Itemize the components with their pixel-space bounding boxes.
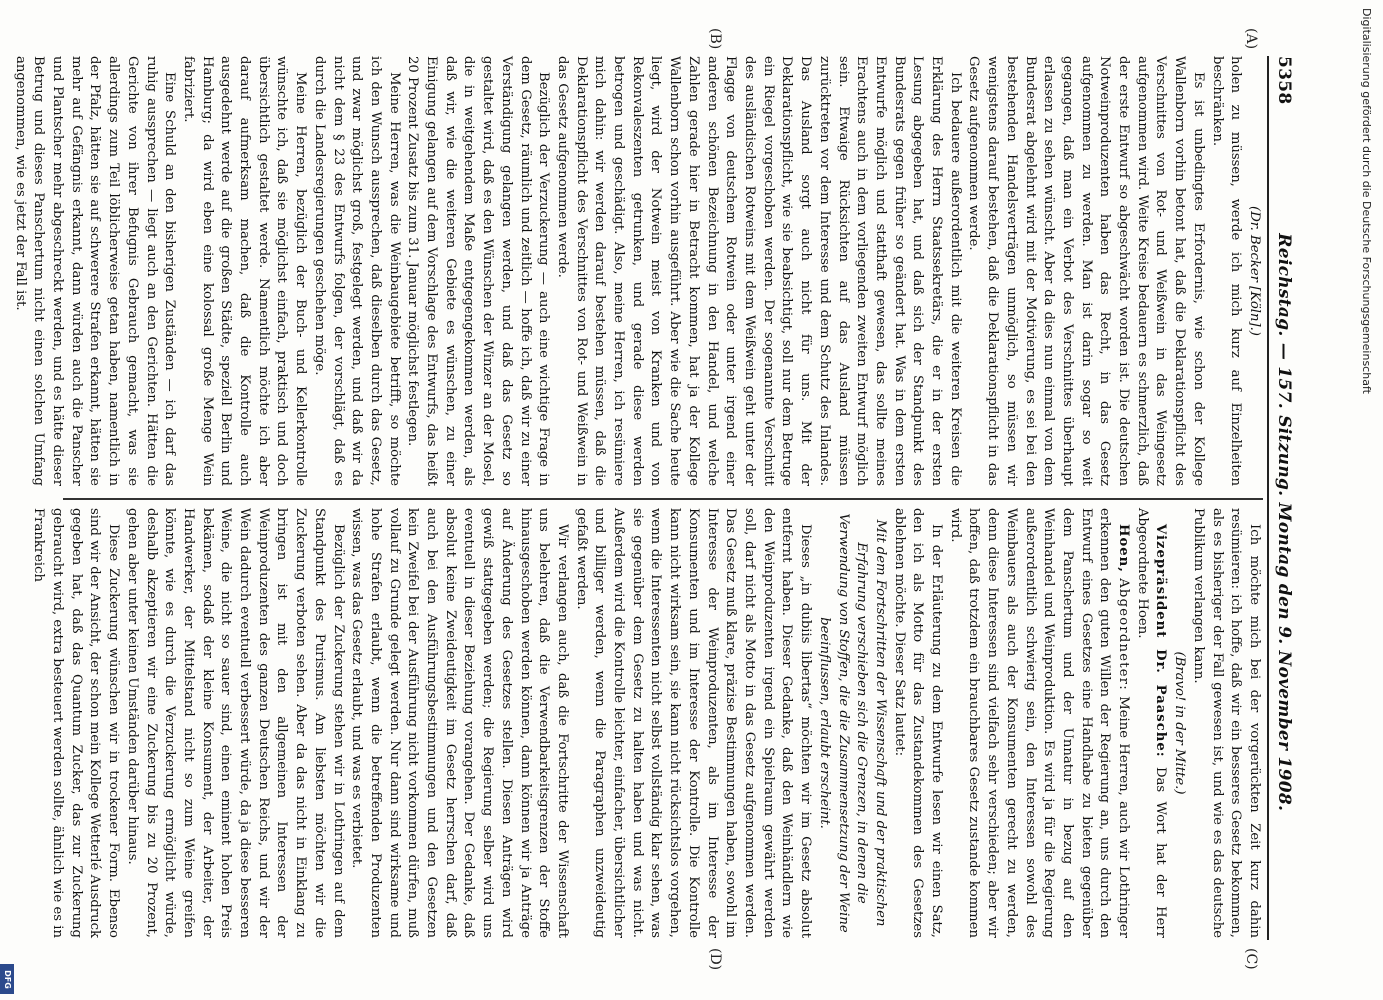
vice-president-speaker: Vizepräsident Dr. Paasche:: [1153, 524, 1169, 758]
text-column-left: [12, 56, 1263, 486]
speaker-paragraph: [945, 508, 1132, 938]
page-number: 5358: [1274, 56, 1294, 105]
text-column-right: [31, 508, 1263, 939]
paragraph: Meine Herren, bezüglich der Buch- und Kellerkontrolle wünschte ich, daß sie möglichst einfach, praktisch und doch übersichtlich gestaltet werde. Namentlich möchte ich aber darauf aufmerksam machen, daß die Kontrolle auch ausgedehnt werde auf die großen Städte, speziell Berlin und Hamburg; da wird eben eine kolossal große Menge Wein fabriziert.: [180, 56, 309, 486]
page-header: [1271, 56, 1297, 940]
applause-note: (Bravo! in der Mitte.): [1172, 651, 1188, 795]
paragraph: holen zu müssen, werde ich mich kurz auf Einzelheiten beschränken.: [1209, 56, 1244, 486]
paragraph: Ich möchte mich bei der vorgerückten Zeit kurz dahin resümieren: ich hoffe, daß wir ein besseres Gesetz bekommen, als es bisheriger der Fall gewesen ist, und wie es das deutsche Publikum verlangen kann.: [1190, 508, 1262, 938]
margin-letter-c: (C): [1243, 948, 1259, 970]
paragraph: Meine Herren, auch wir Lothringer erkennen den guten Willen der Regierung an, uns durch den Entwurf eines Gesetzes eine Handhabe zu bieten gegenüber dem Panschertum und der Unnatur in bezug auf den Weinhandel und Weinproduktion. Es wird ja für die Regierung außerordentlich schwierig sein, den Interessen sowohl des Weinbauers als auch der Konsumenten gerecht zu werden, denn diese Interessen sind vielfach sehr verschieden; aber wir hoffen, daß trotzdem ein brauchbares Gesetz zustande kommen wird.: [947, 508, 1132, 939]
paragraph: In der Erläuterung zu dem Entwurfe lesen wir einen Satz, den ich als Motto für das Zustandekommen des Gesetzes ablehnen möchte. Dieser Satz lautet:: [891, 508, 945, 938]
paragraph: Bezüglich der Zuckerung stehen wir in Lothringen auf dem Standpunkt des Purismus. Am liebsten möchten wir die Zuckerung verboten sehen. Aber da das nicht in Einklang zu bringen ist mit den allgemeinen Interessen der Weinproduzenten des ganzen Deutschen Reichs, und wir der Wein dadurch eventuell verbessert würde, da ja diese besseren Weine, die nicht so sauer sind, einen eminent hohen Preis bekämen, sodaß der kleine Konsument, der Arbeiter, der Handwerker, der Mittelstand nicht so zum Weine greifen könnte, wie es durch die Verzuckerung ermöglicht würde, deshalb akzeptieren wir eine Zuckerung bis zu 20 Prozent, gehen aber unter keinen Umständen darüber hinaus.: [124, 508, 346, 938]
paragraph: Dieses „in dubiis libertas“ möchten wir im Gesetz absolut entfernt haben. Dieser Gedanke, daß den Weinhändlern wie den Weinproduzenten irgend ein Spielraum gewährt werden soll, darf nicht als Motto in das Gesetz aufgenommen werden. Das Gesetz muß klare, präzise Bestimmungen haben, sowohl im Interesse der Weinproduzenten, als im Interesse der Konsumenten und im Interesse der Kontrolle. Die Kontrolle kann nicht wirksam sein, sie kann nicht rücksichtslos vorgehen, wenn die Interessenten nicht selbst vollständig klar sehen, was sie gegenüber dem Gesetz zu halten haben und was nicht. Außerdem wird die Kontrolle leichter, einfacher, übersichtlicher und billiger werden, wenn die Paragraphen unzweideutig gefaßt werden.: [573, 508, 814, 938]
credit-text: Digitalisierung gefördert durch die Deutsche Forschungsgemeinschaft: [1360, 8, 1373, 394]
column-divider: [63, 498, 1263, 500]
page-header-title: Reichstag. — 157. Sitzung. Montag den 9. November 1908.: [1274, 233, 1294, 812]
paragraph: Es ist unbedingtes Erfordernis, wie schon der Kollege Wallenborn vorhin betont hat, daß die Deklarationspflicht des Verschnittes von Rot- und Weißwein in das Weingesetz aufgenommen wird. Weite Kreise bedauern es schmerzlich, daß der erste Entwurf so abgeschwächt worden ist. Die deutschen Notweinproduzenten haben das Recht, in das Gesetz aufgenommen zu werden. Man ist darin sogar so weit gegangen, daß man ein Verbot des Verschnittes überhaupt erlassen zu sehen wünscht. Aber da dies nun einmal von dem Bundesrat abgelehnt wird mit der Motivierung, es sei bei den bestehenden Handelsverträgen unmöglich, so müssen wir wenigstens darauf bestehen, daß die Deklarationspflicht in das Gesetz aufgenommen werde.: [966, 56, 1206, 486]
paragraph: Meine Herren, was die Weinbaugebiete betrifft, so möchte ich den Wunsch aussprechen, daß dieselben durch das Gesetz, und zwar möglichst groß, festgelegt werden, und daß wir da nicht dem § 23 des Entwurfs folgen, der vorschlägt, daß es durch die Landesregierungen geschehen möge.: [311, 56, 402, 486]
header-rule: [1267, 56, 1269, 940]
vice-president-text: Das Wort hat der Herr Abgeordnete Hoen.: [1134, 508, 1169, 938]
paragraph: Wir verlangen auch, daß die Fortschritte der Wissenschaft uns belehren, daß die Verwendbarkeitsgrenzen der Stoffe hinausgeschoben werden können, dann können wir ja Anträge auf Änderung des Gesetzes stellen. Diesen Anträgen wird gewiß stattgegeben werden; die Regierung selber wird uns eventuell in dieser Beziehung vorangehen. Der Gedanke, daß absolut keine Zweideutigkeit im Gesetz herrschen darf, daß auch bei den Ausführungsbestimmungen und den Gesetzen kein Zweifel bei der Ausführung nicht vorkommen dürfen, muß vollauf zu Grunde gelegt werden. Nur dann sind wirksame und hohe Strafen erlaubt, wenn die betreffenden Produzenten wissen, was das Gesetz erlaubt, und was es verbietet.: [349, 508, 570, 938]
speaker-hoen: Hoen,: [1116, 524, 1132, 573]
margin-letter-a: (A): [1243, 28, 1259, 50]
speaker-continuation: (Dr. Becker [Köln].): [1247, 206, 1262, 336]
margin-letter-b: (B): [707, 28, 723, 50]
dfg-logo-text: DFG: [2, 969, 12, 989]
paragraph: Bezüglich der Verzuckerung — auch eine wichtige Frage in dem Gesetz, räumlich und zeitlich — hoffe ich, daß wir zu einer Verständigung gelangen werden, und daß das Gesetz so gestaltet wird, daß es den Wünschen der Winzer an der Mosel, die in weitgehendem Maße entgegengekommen werden, als daß wir, wie die weiteren Gebiete es wünschen, zu einer Einigung gelangen auf dem Vorschlage des Entwurfs, das heißt 20 Prozent Zusatz bis zum 31. Januar möglichst festlegen.: [405, 56, 552, 486]
paragraph: Diese Zuckerung wünschen wir in trockener Form. Ebenso sind wir der Ansicht, der schon mein Kollege Wetterlé Ausdruck gegeben hat, daß das Quantum Zucker, das zur Zuckerung gebraucht wird, extra besteuert werden sollte, ähnlich wie es in Frankreich: [31, 508, 122, 938]
margin-letter-d: (D): [707, 948, 723, 971]
dfg-logo: [0, 964, 14, 994]
paragraph: Eine Schuld an den bisherigen Zuständen — ich darf das ruhig aussprechen — liegt auch an den Gerichten. Hätten die Gerichte von ihrer Befugnis Gebrauch gemacht, was sie allerdings zum Teil löblicherweise getan haben, namentlich in der Pfalz, hätten sie auf schwerere Strafen erkannt, hätten sie mehr auf Gefängnis erkannt, dann würden auch die Panscher und Plantscher mehr abgeschreckt werden, und es hätte dieser Betrug und dieses Panschertum nicht einen solchen Umfang angenommen, wie es jetzt der Fall ist.: [12, 56, 178, 486]
paragraph: Ich bedauere außerordentlich mit die weiteren Kreisen die Erklärung des Herrn Staatssekretärs, die er in der ersten Lesung abgegeben hat, und daß sich der Standpunkt des Bundesrats gegen früher so geändert hat. Was in dem ersten Entwurfe möglich und statthaft gewesen, das sollte meines Erachtens auch in dem vorliegenden zweiten Entwurf möglich sein. Etwaige Rücksichten auf das Ausland müssen zurücktreten vor dem Interesse und dem Schutz des Inlandes. Das Ausland sorgt auch nicht für uns. Mit der Deklarationspflicht, wie sie beabsichtigt, soll nur dem Betruge ein Riegel vorgeschoben werden. Der sogenannte Verschnitt des ausländischen Rotweins mit dem Weißwein geht unter der Flagge von deutschem Rotwein oder unter irgend einer anderen schönen Bezeichnung in den Handel, und welche Zahlen gerade hier in Betracht kommen, hat ja der Kollege Wallenborn schon vorhin ausgeführt. Aber wie die Sache heute liegt, wird der Notwein meist von Kranken und von Rekonvaleszenten getrunken, und gerade diese werden betrogen und geschädigt. Also, meine Herren, ich resümiere mich dahin: wir werden darauf bestehen müssen, daß die Deklarationspflicht des Verschnittes von Rot- und Weißwein in das Gesetz aufgenommen werde.: [554, 56, 963, 486]
quoted-passage: Mit dem Fortschritten der Wissenschaft und der praktischen Erfahrung verschieben sich die Grenzen, in denen die Verwendung von Stoffen, die die Zusammensetzung der Weine beeinflussen, erlaubt erscheint.: [816, 513, 888, 933]
speaker-role: Abgeordneter:: [1116, 578, 1132, 691]
speaker-paragraph: [1132, 508, 1169, 938]
